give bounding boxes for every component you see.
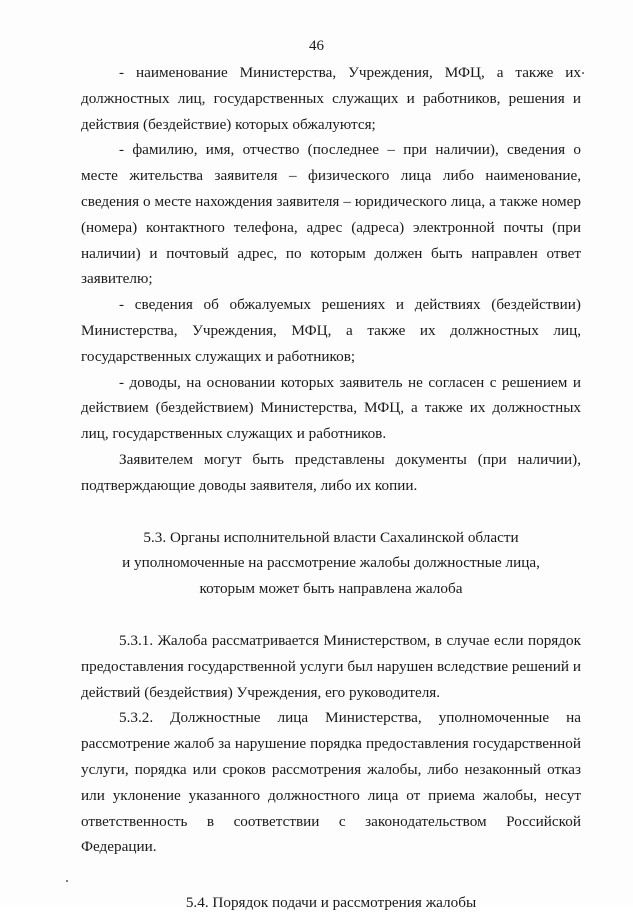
paragraph-appeal-subject: - наименование Министерства, Учреждения, МФЦ, а также их должностных лиц, государственных служащих и работников, решения и действия (бездействие) которых обжалуются; [81,64,581,133]
paragraph-supporting-documents: Заявителем могут быть представлены документы (при наличии), подтверждающие доводы заявителя, либо их копии. [81,450,581,494]
paragraph-applicant-details: - фамилию, имя, отчество (последнее – при наличии), сведения о месте жительства заявителя – физического лица либо наименование, сведения о месте нахождения заявителя – юридического лица, а также номер (номера) контактного телефона, адрес (адреса) электронной почты (при наличии) и почтовый адрес, по которым должен быть направлен ответ заявителю; [81,141,581,288]
scan-speck [582,72,584,74]
section-heading-5-4: 5.4. Порядок подачи и рассмотрения жалобы [185,894,477,912]
section-5-3-body [81,628,581,860]
heading-5-3-line1: 5.3. Органы исполнительной власти Сахалинской области [143,528,519,546]
section-heading-5-3 [81,525,581,602]
document-body [81,60,581,916]
paragraph-5-3-2: 5.3.2. Должностные лица Министерства, уполномоченные на рассмотрение жалоб за нарушение порядка предоставления государственной услуги, порядка или сроков рассмотрения жалобы, либо незаконный отказ или уклонение указанного должностного лица от приема жалобы, несут ответственность в соответствии с законодательством Российской Федерации. [81,709,581,856]
heading-5-3-line2: и уполномоченные на рассмотрение жалобы должностные лица, [122,554,540,572]
scan-speck [66,880,68,882]
paragraph-arguments: - доводы, на основании которых заявитель не согласен с решением и действием (бездействием) Министерства, МФЦ, а также их должностных лиц, государственных служащих и работников. [81,373,581,443]
paragraph-appealed-decisions: - сведения об обжалуемых решениях и действиях (бездействии) Министерства, Учреждения, МФЦ, а также их должностных лиц, государственных служащих и работников; [81,296,581,365]
page-number: 46 [309,38,324,54]
heading-5-3-line3: которым может быть направлена жалоба [199,580,463,598]
paragraph-5-3-1: 5.3.1. Жалоба рассматривается Министерством, в случае если порядок предоставления государственной услуги был нарушен вследствие решений и действий (бездействия) Учреждения, его руководителя. [81,631,581,701]
